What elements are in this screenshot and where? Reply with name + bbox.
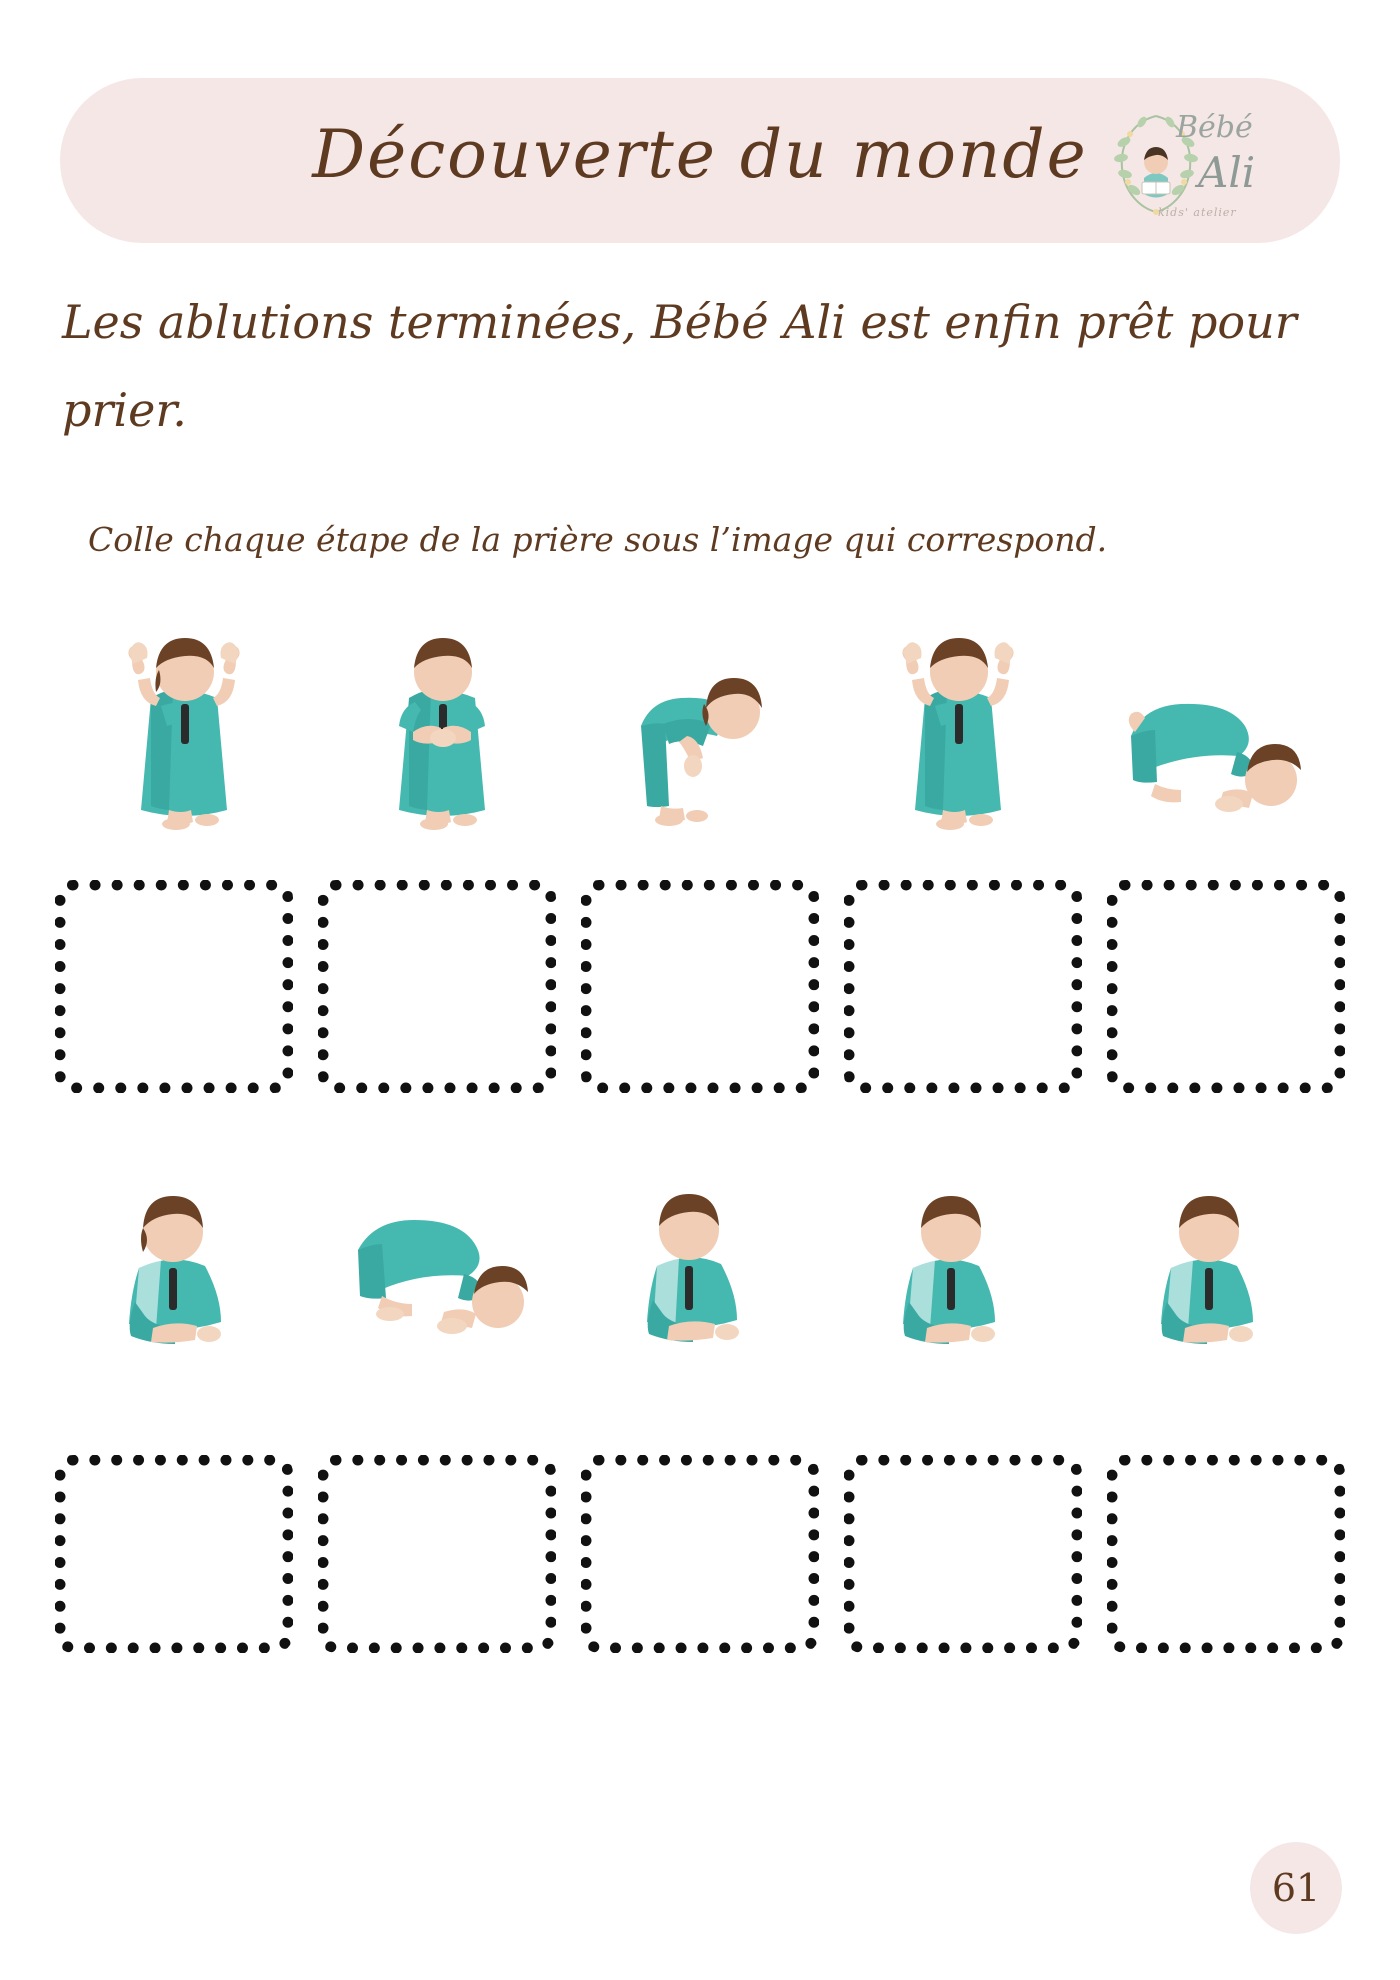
figure-jalsa-6: [55, 1170, 313, 1410]
child-prostration-icon: [1111, 620, 1321, 860]
drop-box[interactable]: [581, 1455, 819, 1653]
figure-tashahhud-8: [571, 1170, 829, 1410]
page-title: Découverte du monde: [312, 116, 1088, 193]
figure-qiyam-2: [313, 620, 571, 860]
child-standing-hands-folded-icon: [357, 620, 527, 860]
child-standing-hands-up-icon: [99, 620, 269, 860]
drop-box[interactable]: [1107, 880, 1345, 1093]
drop-box[interactable]: [1107, 1455, 1345, 1653]
logo-brand-sub: kids' atelier: [1158, 206, 1237, 219]
child-standing-hands-up-icon: [873, 620, 1043, 860]
drop-box[interactable]: [318, 1455, 556, 1653]
child-sitting-tashahhud-icon: [605, 1170, 795, 1390]
figure-salam-right-9: [829, 1170, 1087, 1410]
child-prostration-icon: [332, 1170, 552, 1390]
figure-takbir-1: [55, 620, 313, 860]
drop-box[interactable]: [844, 880, 1082, 1093]
drop-box-row-2: [55, 1455, 1345, 1653]
figure-sujud-7: [313, 1170, 571, 1410]
drop-box[interactable]: [55, 880, 293, 1093]
figure-takbir-4: [829, 620, 1087, 860]
drop-box[interactable]: [55, 1455, 293, 1653]
figure-sujud-5: [1087, 620, 1345, 860]
drop-box[interactable]: [844, 1455, 1082, 1653]
logo-brand-top: Bébé: [1176, 110, 1253, 145]
intro-paragraph: Les ablutions terminées, Bébé Ali est enfin prêt pour prier.: [62, 295, 1297, 437]
logo-brand-bottom: Ali: [1198, 148, 1256, 197]
drop-box[interactable]: [318, 880, 556, 1093]
instruction-paragraph: Colle chaque étape de la prière sous l’image qui correspond.: [88, 520, 1108, 559]
page-number: 61: [1250, 1842, 1342, 1934]
figure-salam-left-10: [1087, 1170, 1345, 1410]
header-banner: [60, 78, 1340, 243]
figure-row-1: [55, 620, 1345, 860]
child-bowing-icon: [605, 620, 795, 860]
drop-box-row-1: [55, 880, 1345, 1093]
child-sitting-salam-left-icon: [1121, 1170, 1311, 1390]
figure-ruku-3: [571, 620, 829, 860]
child-sitting-salam-right-icon: [863, 1170, 1053, 1390]
child-sitting-icon: [89, 1170, 279, 1390]
brand-logo: [1102, 94, 1292, 234]
figure-row-2: [55, 1170, 1345, 1410]
drop-box[interactable]: [581, 880, 819, 1093]
